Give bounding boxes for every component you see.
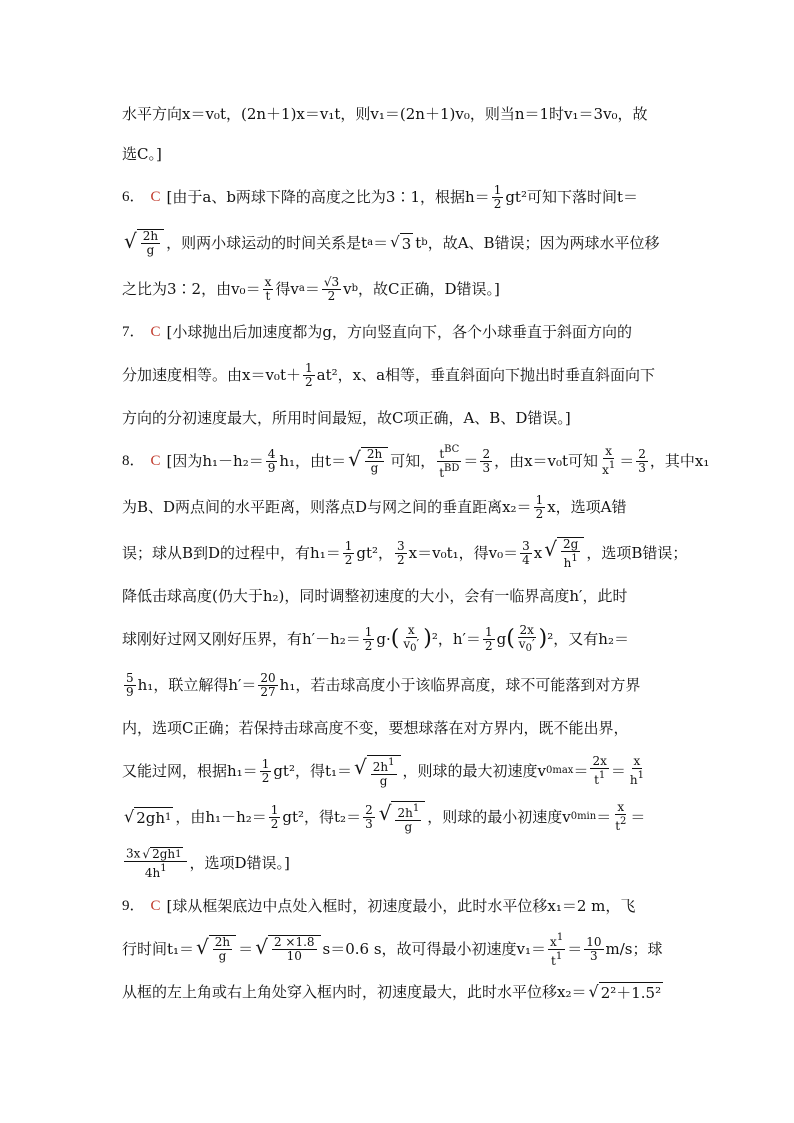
answer-letter: C (150, 453, 161, 469)
t: t (615, 819, 621, 833)
text: 之比为3∶2，由v₀＝ (122, 280, 261, 298)
q6-line-3 (122, 266, 678, 312)
text: 水平方向x＝v₀t，(2n＋1)x＝v₁t，则v₁＝(2n＋1)v₀，则当n＝1时v₁＝3v₀，故 (122, 105, 648, 123)
prime: ′ (531, 636, 535, 651)
sqrt: √ 2gh 1 (142, 846, 182, 861)
radicand: 2gh (152, 846, 176, 861)
fraction (303, 362, 315, 389)
fraction (269, 804, 281, 831)
numerator: x (264, 274, 272, 289)
fraction (260, 758, 272, 785)
fraction (628, 755, 646, 787)
q9-line-2 (122, 926, 678, 972)
sqrt: √ $\frac{2g}{h^1}$ (544, 537, 584, 570)
fraction (548, 931, 565, 968)
denominator: g (379, 773, 388, 788)
text: g· (376, 630, 391, 648)
text: ＝ (630, 808, 646, 826)
q7-line-3 (122, 398, 678, 438)
4h: 4h (144, 865, 161, 880)
numerator: 2h (142, 229, 159, 243)
denominator: g (218, 949, 227, 963)
question-number: 9． (122, 898, 145, 914)
q9-line-1 (122, 886, 678, 926)
denominator: 3 (638, 460, 646, 475)
3x: 3x (126, 846, 141, 860)
fraction (124, 847, 187, 880)
sqrt: √ $\frac{2h}{g}$ (348, 447, 388, 475)
h: h (563, 555, 572, 570)
prime: ′ (416, 636, 420, 651)
fraction (213, 936, 232, 963)
subscript: 0 (525, 642, 532, 654)
denominator: 3 (365, 816, 373, 831)
text: 可知， (390, 452, 436, 470)
question-number: 6． (122, 189, 145, 205)
v: v (518, 636, 526, 651)
text: ＝ (610, 762, 626, 780)
q8-line-5: 球刚好过网又刚好压界，有h′－h₂＝ $\frac{1}{2}$ g· ( $\frac{x}{v_0'}$ ) ²，h′＝ $\frac{1}{2}$ g ( $\frac{2x}{v_0'}$ ) ²，又有h₂＝ (122, 622, 629, 654)
denominator: 2 (397, 552, 405, 567)
fraction (322, 276, 341, 303)
text: t (415, 234, 422, 252)
denominator: 10 (286, 949, 302, 963)
superscript: 1 (412, 802, 420, 814)
numerator: 2h (214, 935, 231, 949)
numerator: x (617, 800, 625, 814)
text: gt²，得t₂＝ (282, 808, 362, 826)
fraction (590, 755, 608, 787)
q6-line-2 (122, 220, 678, 266)
numerator: x (407, 622, 415, 637)
numerator: 2h (366, 447, 383, 461)
superscript: 1 (555, 950, 563, 962)
q7-line-1 (122, 312, 678, 352)
subscript: a (298, 283, 305, 294)
superscript: 1 (637, 770, 644, 781)
denominator: 2 (344, 552, 353, 567)
text: 分加速度相等。由x＝v₀t＋ (122, 366, 301, 384)
numerator: 1 (484, 624, 493, 639)
text-line-1 (122, 94, 678, 134)
text: ，选项D错误。] (189, 854, 290, 872)
denominator: 2 (484, 638, 493, 653)
fraction (492, 184, 504, 211)
denominator: g (146, 243, 155, 257)
fraction (600, 445, 617, 477)
answer-letter: C (150, 898, 161, 914)
text: ，则两小球运动的时间关系是t (166, 234, 368, 252)
text: h₁，若击球高度小于该临界高度，球不可能落到对方界 (279, 676, 641, 694)
text: ＝ (463, 452, 479, 470)
sqrt: √ $\frac{2h^1}{g}$ (354, 755, 401, 788)
numerator: 20 (260, 670, 276, 685)
denominator: 3 (482, 460, 491, 475)
q8-line-7 (122, 708, 678, 748)
numerator: 1 (364, 624, 373, 639)
fraction (483, 626, 495, 653)
fraction (517, 624, 537, 655)
numerator: 1 (261, 756, 270, 771)
denominator: t (265, 288, 271, 303)
denominator: 9 (126, 684, 134, 699)
text: ²，又有h₂＝ (547, 630, 629, 648)
numerator: 5 (126, 670, 134, 685)
numerator: 2x (592, 754, 607, 768)
subscript: b (351, 283, 358, 294)
subscript: 0 (410, 642, 417, 654)
fraction (520, 540, 532, 567)
superscript: 2 (620, 816, 627, 827)
question-number: 8． (122, 453, 145, 469)
text: ＝ (567, 940, 583, 958)
numerator: 10 (586, 934, 602, 949)
text: ，由x＝v₀t可知 (494, 452, 599, 470)
t: t (551, 953, 556, 968)
text: 方向的分初速度最大，所用时间最短，故C项正确，A、B、D错误。] (122, 409, 571, 427)
text: [由于a、b两球下降的高度之比为3∶1，根据h＝ (166, 188, 490, 206)
sqrt: √ $\frac{2h}{g}$ (196, 935, 236, 963)
fraction (636, 448, 648, 475)
superscript: 1 (608, 460, 616, 471)
fraction (371, 756, 397, 788)
numerator: 2x (519, 622, 534, 637)
numerator: 1 (535, 492, 544, 507)
text: 降低击球高度(仍大于h₂)，同时调整初速度的大小，会有一临界高度h′，此时 (122, 587, 628, 605)
denominator: g (370, 461, 379, 475)
numerator: 1 (344, 538, 353, 553)
fraction (124, 672, 136, 699)
q6-line-1 (122, 174, 678, 220)
2h: 2h (372, 759, 389, 774)
text: x＝v₀t₁，得v₀＝ (408, 544, 519, 562)
denominator: 2 (364, 638, 373, 653)
fraction (258, 672, 277, 699)
fraction (141, 230, 160, 257)
fraction (584, 936, 603, 963)
subscript: 0max (546, 765, 574, 776)
text: 从框的左上角或右上角处穿入框内时，初速度最大，此时水平位移x₂＝ (122, 983, 587, 1001)
text: ，其中x₁ (649, 452, 710, 470)
sqrt: √ $\frac{2h}{g}$ (124, 229, 164, 257)
t: t (439, 465, 445, 480)
numerator: 1 (493, 182, 502, 197)
text: s＝0.6 s，故可得最小初速度v₁＝ (322, 940, 547, 958)
2h: 2h (397, 805, 413, 820)
numerator: x (633, 754, 641, 768)
fraction (272, 936, 317, 963)
radicand: 2²＋1.5² (600, 983, 662, 1002)
radicand: 3 (401, 234, 412, 253)
denominator: 2 (493, 196, 502, 211)
q9-line-3 (122, 972, 678, 1012)
fraction (480, 448, 492, 475)
text: at²，x、a相等，垂直斜面向下抛出时垂直斜面向下 (316, 366, 656, 384)
x: x (550, 934, 557, 949)
numerator: 2 (638, 446, 646, 461)
text: gt²可知下落时间t＝ (505, 188, 638, 206)
q7-line-2 (122, 352, 678, 398)
superscript: 1 (571, 552, 578, 564)
text: 又能过网，根据h₁＝ (122, 762, 258, 780)
text: gt²， (356, 544, 394, 562)
numerator: 2 (482, 446, 491, 461)
text-line-2 (122, 134, 678, 174)
fraction (613, 801, 628, 833)
fraction (363, 804, 375, 831)
numerator: √3 (323, 274, 340, 289)
text: h₁，由t＝ (279, 452, 347, 470)
fraction (534, 494, 546, 521)
numerator: 1 (304, 360, 313, 375)
superscript: 1 (556, 931, 564, 943)
q8-line-4 (122, 576, 678, 616)
text: 行时间t₁＝ (122, 940, 195, 958)
superscript: 1 (388, 756, 395, 768)
text: ＝ (596, 808, 612, 826)
v: v (403, 636, 411, 651)
fraction (363, 626, 375, 653)
h: h (629, 773, 638, 787)
numerator: 3 (397, 538, 405, 553)
fraction (263, 276, 274, 303)
text: ＝ (573, 762, 589, 780)
q8-line-10 (122, 840, 678, 886)
text: ，由h₁－h₂＝ (175, 808, 267, 826)
answer-letter: C (150, 324, 161, 340)
fraction (561, 538, 580, 570)
denominator: g (404, 819, 413, 834)
denominator: 27 (260, 684, 276, 699)
subscript: b (421, 237, 428, 248)
text: 为B、D两点间的水平距离，则落点D与网之间的垂直距离x₂＝ (122, 498, 532, 516)
sqrt: √ 2gh 1 (124, 806, 172, 827)
denominator: 2 (261, 770, 270, 785)
fraction (395, 802, 421, 834)
text: ＝ (304, 280, 320, 298)
numerator: 2 (365, 802, 373, 817)
denominator: 2 (304, 374, 313, 389)
fraction (401, 624, 421, 655)
x: x (602, 463, 609, 477)
q8-line-6 (122, 662, 678, 708)
denominator: 4 (522, 552, 530, 567)
fraction (343, 540, 355, 567)
numerator: 1 (270, 802, 279, 817)
text: ，则球的最小初速度v (427, 808, 571, 826)
fraction (395, 540, 407, 567)
text: v (343, 280, 352, 298)
radicand: 2gh (136, 808, 166, 827)
text: 内，选项C正确；若保持击球高度不变，要想球落在对方界内，既不能出界， (122, 719, 629, 737)
q8-line-9 (122, 794, 678, 840)
q8-line-1 (122, 438, 710, 484)
sqrt: √ 2²＋1.5² (588, 981, 662, 1002)
denominator: 2 (535, 506, 544, 521)
sqrt: √ $\frac{2h^1}{g}$ (379, 801, 426, 834)
text: 误；球从B到D的过程中，有h₁＝ (122, 544, 341, 562)
fraction (365, 448, 384, 475)
answer-letter: C (150, 189, 161, 205)
numerator: 2g (563, 536, 579, 551)
text: gt²，得t₁＝ (273, 762, 353, 780)
q8-line-3 (122, 530, 688, 576)
denominator: 3 (590, 948, 598, 963)
superscript: BD (444, 462, 460, 474)
text: ，故A、B错误；因为两球水平位移 (427, 234, 660, 252)
solution-page (122, 94, 710, 1012)
numerator: x (605, 444, 613, 458)
t: t (439, 446, 445, 461)
text: h₁，联立解得h′＝ (137, 676, 257, 694)
sqrt: √ 3 (390, 232, 412, 253)
numerator: 4 (267, 446, 276, 461)
numerator: 3 (522, 538, 530, 553)
question-number: 7． (122, 324, 145, 340)
text: [小球抛出后加速度都为g，方向竖直向下，各个小球垂直于斜面方向的 (166, 323, 632, 341)
q8-line-8 (122, 748, 678, 794)
superscript: 1 (175, 848, 182, 860)
text: ，则球的最大初速度v (402, 762, 546, 780)
text: [球从框架底边中点处入框时，初速度最小，此时水平位移x₁＝2 m，飞 (166, 897, 636, 915)
denominator: 2 (327, 288, 336, 303)
text: ＝ (373, 234, 389, 252)
t: t (594, 773, 599, 787)
superscript: 1 (160, 862, 167, 874)
text: ＝ (619, 452, 635, 470)
numerator: 2 ×1.8 (273, 935, 315, 949)
q8-line-2 (122, 484, 678, 530)
text: ，选项B错误； (586, 544, 688, 562)
text: ²，h′＝ (431, 630, 481, 648)
subscript: a (367, 237, 374, 248)
superscript: 1 (165, 811, 172, 823)
text: 选C。] (122, 145, 162, 163)
sqrt: √ $\frac{2 \times 1.8}{10}$ (255, 935, 320, 963)
fraction (266, 448, 278, 475)
denominator: 2 (270, 816, 279, 831)
text: m/s；球 (605, 940, 663, 958)
text: 得v (275, 280, 299, 298)
text: ＝ (238, 940, 254, 958)
text: g (496, 630, 507, 648)
fraction (437, 443, 461, 480)
superscript: 1 (598, 770, 606, 781)
subscript: 0min (570, 811, 597, 822)
superscript: BC (444, 443, 460, 455)
text: 球刚好过网又刚好压界，有h′－h₂＝ (122, 630, 361, 648)
text: ，故C正确，D错误。] (358, 280, 500, 298)
text: [因为h₁－h₂＝ (166, 452, 264, 470)
text: x (533, 544, 543, 562)
text: x，选项A错 (547, 498, 627, 516)
denominator: 9 (267, 460, 276, 475)
